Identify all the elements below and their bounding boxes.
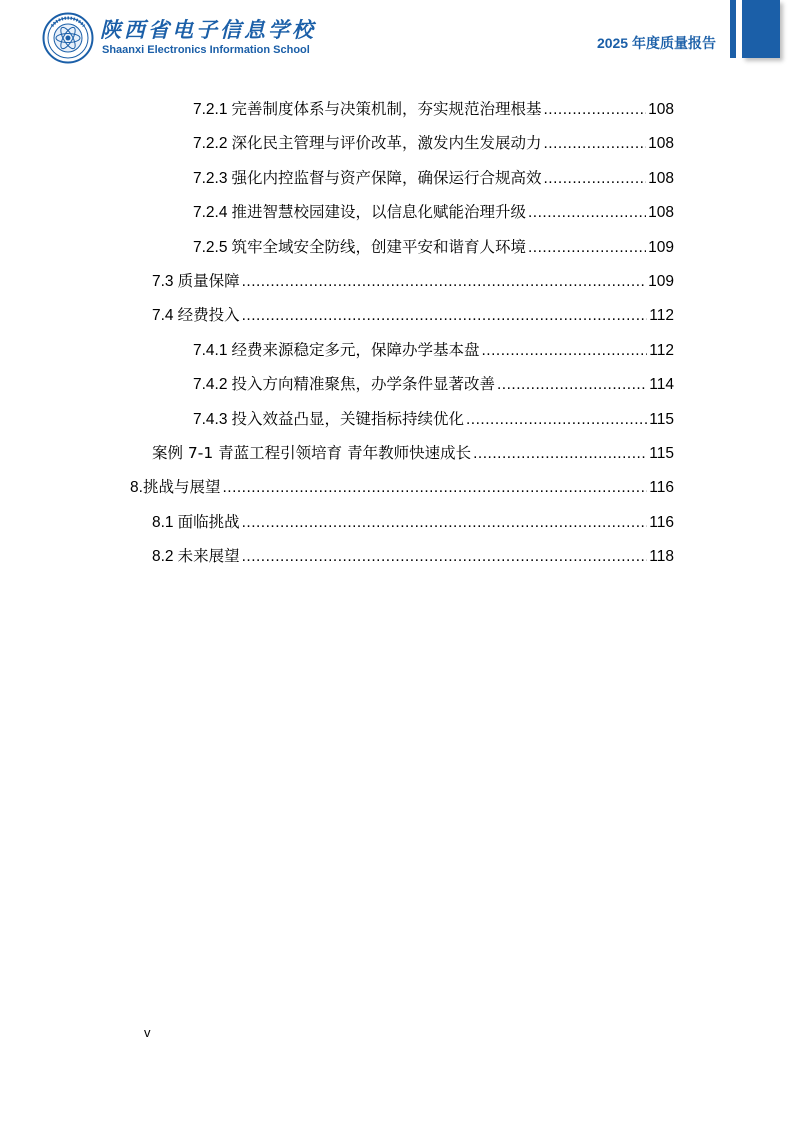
toc-entry-page: 116	[649, 479, 674, 497]
toc-entry-page: 115	[649, 445, 674, 462]
page-number: v	[144, 1025, 151, 1040]
toc-entry-title: 经费来源稳定多元，保障办学基本盘	[231, 340, 480, 359]
school-name-cn: 陕西省电子信息学校	[100, 17, 316, 42]
toc-leader-dots	[222, 471, 647, 505]
report-title: 2025 年度质量报告	[596, 35, 716, 51]
toc-entry-title: 投入方向精准聚焦，办学条件显著改善	[231, 375, 495, 394]
toc-entry-page: 109	[648, 238, 674, 256]
toc-entry-page: 108	[648, 101, 674, 118]
toc-entry-number: 8.1	[152, 513, 174, 531]
toc-entry-page: 118	[649, 548, 674, 566]
toc-entry-title: 筑牢全域安全防线，创建平安和谐育人环境	[231, 237, 526, 256]
toc-entry[interactable]	[193, 161, 674, 195]
toc-entry[interactable]	[193, 92, 674, 126]
toc-entry[interactable]	[193, 333, 674, 367]
toc-entry[interactable]	[193, 195, 674, 229]
toc-entry-page: 116	[649, 513, 674, 531]
toc-leader-dots	[497, 368, 647, 402]
toc-entry-title: 深化民主管理与评价改革，激发内生发展动力	[231, 134, 542, 153]
toc-entry-title: 投入效益凸显，关键指标持续优化	[231, 409, 464, 428]
toc-entry-number: 8.2	[152, 548, 174, 566]
toc-leader-dots	[544, 127, 647, 161]
toc-leader-dots	[544, 162, 647, 196]
header-accent-bar-thick	[742, 0, 780, 58]
toc-entry-title: 完善制度体系与决策机制，夯实规范治理根基	[231, 100, 542, 118]
toc-entry-page: 108	[648, 204, 674, 222]
toc-leader-dots	[482, 334, 648, 368]
toc-entry-number: 7.2.1	[193, 101, 228, 118]
toc-entry[interactable]	[130, 470, 674, 504]
toc-entry-page: 108	[648, 169, 674, 187]
toc-entry-page: 112	[649, 307, 674, 325]
toc-entry-number: 7.2.4	[193, 204, 228, 222]
toc-leader-dots	[528, 196, 646, 230]
toc-entry-title: 未来展望	[177, 547, 240, 566]
toc-entry-number: 7.2.5	[193, 238, 228, 256]
toc-entry[interactable]	[193, 230, 674, 264]
toc-entry[interactable]	[152, 539, 674, 573]
toc-entry[interactable]	[152, 298, 674, 332]
toc-entry-title: 面临挑战	[177, 512, 240, 531]
toc-entry-title: 推进智慧校园建设，以信息化赋能治理升级	[231, 203, 526, 222]
toc-entry-page: 108	[648, 135, 674, 153]
toc-entry-number: 7.4.3	[193, 410, 228, 428]
toc-entry-number: 7.2.3	[193, 169, 228, 187]
toc-leader-dots	[242, 265, 647, 299]
toc-entry-number: 7.2.2	[193, 135, 228, 153]
toc-entry[interactable]	[152, 505, 674, 539]
toc-entry-number: 8.	[130, 479, 143, 497]
toc-entry-number: 7.4.2	[193, 376, 228, 394]
header-accent-bar-thin	[730, 0, 736, 58]
toc-entry[interactable]	[193, 367, 674, 401]
toc-entry-title: 挑战与展望	[142, 478, 221, 497]
toc-entry-title: 质量保障	[177, 272, 240, 290]
toc-leader-dots	[544, 93, 647, 127]
school-name-en: Shaanxi Electronics Information School	[102, 44, 310, 56]
toc-entry-page: 109	[648, 273, 674, 290]
toc-leader-dots	[242, 299, 648, 333]
toc-entry-title: 案例 7-1 青蓝工程引领培育 青年教师快速成长	[152, 444, 472, 462]
school-logo	[42, 12, 94, 64]
toc-entry-number: 7.4.1	[193, 341, 228, 359]
toc-entry[interactable]	[193, 402, 674, 436]
toc-entry-number: 7.3	[152, 273, 174, 290]
toc-entry-title: 经费投入	[177, 306, 240, 325]
toc-entry-case[interactable]	[152, 436, 674, 470]
toc-entry[interactable]	[193, 126, 674, 160]
toc-entry-title: 强化内控监督与资产保障，确保运行合规高效	[231, 168, 542, 187]
toc-entry-number: 7.4	[152, 307, 174, 325]
toc-leader-dots	[473, 437, 647, 471]
toc-leader-dots	[242, 506, 648, 540]
toc-entry-page: 114	[649, 376, 674, 394]
toc-entry-page: 115	[649, 410, 674, 428]
toc-leader-dots	[528, 231, 646, 265]
toc-entry-page: 112	[649, 341, 674, 359]
toc-leader-dots	[242, 540, 648, 574]
toc-leader-dots	[466, 403, 647, 437]
toc-entry[interactable]	[152, 264, 674, 298]
